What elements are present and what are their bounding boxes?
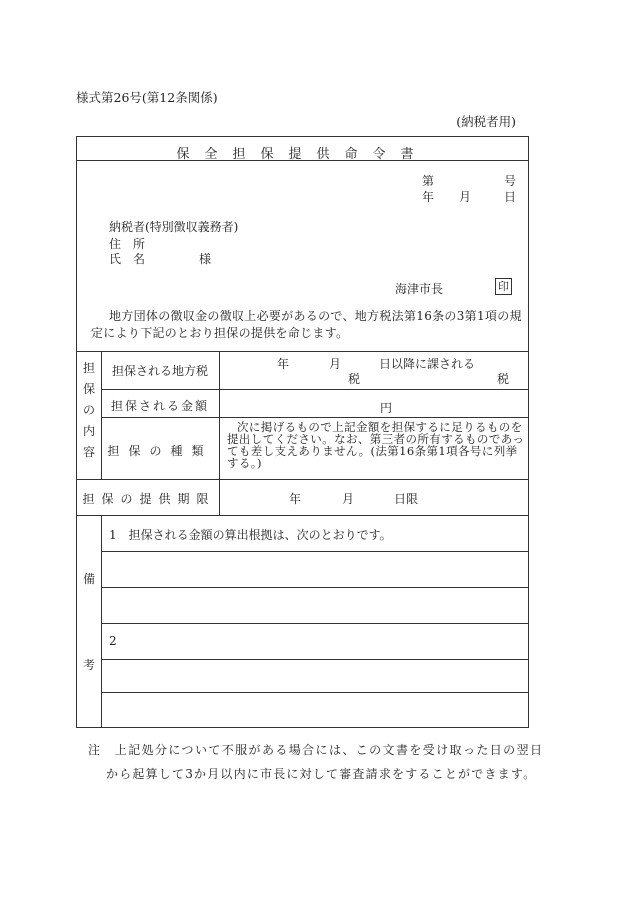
note-line-1: 注 上記処分について不服がある場合には、この文書を受け取った日の翌日 [88,743,544,757]
kind-label: 担保の種類 [107,444,213,458]
tax-unit: 税 [497,372,510,386]
section-char: 担 [82,361,95,375]
details-bottom-line [77,479,528,480]
period-suffix: 日限 [394,492,419,506]
remark-line-3 [101,623,528,624]
payer-title: 納税者(特別徴収義務者) [109,220,239,234]
payer-honorific: 様 [199,252,212,266]
details-left-divider [101,351,102,479]
form-title: 保全担保提供命令書 [176,147,429,162]
remarks-label-top: 備 [82,572,95,586]
issuer-name: 海津市長 [395,282,444,296]
tax-month: 月 [329,357,342,371]
date-day: 日 [504,190,517,204]
order-body-text: 地方団体の徴収金の徴収上必要があるので、地方税法第16条の3第1項の規定により下記のとおり担保の提供を命じます。 [91,309,522,340]
period-month: 月 [342,492,355,506]
remark-1: 1 担保される金額の算出根拠は、次のとおりです。 [109,528,392,542]
payer-address-label: 住所 [109,237,158,251]
kind-text: 次に掲げるもので上記金額を担保するに足りるものを提出してください。なお、第三者の所有するものであっても差し支えありません。(法第16条第1項各号に列挙する。) [227,420,525,470]
tax-label: 担保される地方税 [111,364,208,378]
copy-label: (納税者用) [456,114,516,129]
date-year: 年 [422,190,435,204]
section-char: 保 [82,382,95,396]
amount-unit: 円 [380,401,393,415]
form-number: 様式第26号(第12条関係) [76,90,218,105]
remark-line-4 [101,659,528,660]
note-line-2: から起算して3か月以内に市長に対して審査請求をすることができます。 [106,767,537,781]
details-label-divider [219,351,220,515]
doc-number-label: 第 [422,174,435,188]
order-form [76,136,529,728]
remark-2: 2 [109,634,117,648]
details-section-label [77,358,101,463]
remarks-label-bottom: 考 [82,658,95,672]
remarks-left-divider [101,515,102,727]
remark-line-1 [101,551,528,552]
period-label: 担保の提供期限 [82,492,216,506]
tax-date-suffix: 日以降に課される [379,357,476,371]
tax-year: 年 [277,357,290,371]
date-month: 月 [459,190,472,204]
doc-number-suffix: 号 [504,174,517,188]
seal-mark: 印 [495,278,512,295]
section-char: 内 [82,424,95,438]
details-top-line [77,351,528,352]
remark-line-2 [101,587,528,588]
period-bottom-line [77,515,528,516]
remark-line-5 [101,692,528,693]
section-char: 容 [82,445,95,459]
tax-row-line [101,389,528,390]
section-char: の [82,403,95,417]
amount-label: 担保される金額 [110,399,209,413]
payer-name-label: 氏名 [109,252,158,266]
period-year: 年 [289,492,302,506]
tax-unit: 税 [348,372,361,386]
amount-row-line [101,417,528,418]
